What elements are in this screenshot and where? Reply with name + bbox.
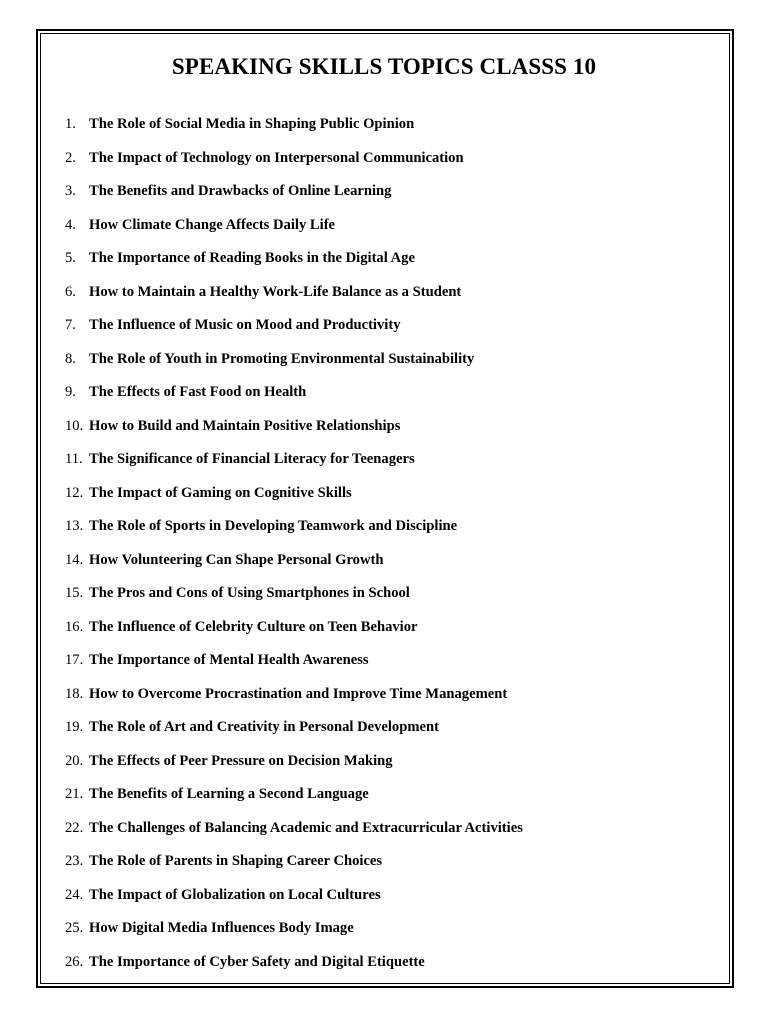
list-item bbox=[65, 884, 523, 918]
list-item bbox=[65, 917, 523, 951]
topic-text: How Volunteering Can Shape Personal Growth bbox=[89, 551, 384, 568]
topic-text: The Role of Art and Creativity in Personal Development bbox=[89, 719, 439, 735]
list-item bbox=[65, 716, 523, 750]
list-item bbox=[65, 314, 523, 348]
topic-text: The Role of Parents in Shaping Career Choices bbox=[89, 853, 383, 869]
topic-number: 21. bbox=[65, 786, 84, 802]
topic-number: 17. bbox=[65, 652, 84, 668]
topic-number: 13. bbox=[65, 518, 84, 534]
topic-number: 4. bbox=[65, 216, 76, 233]
topic-text: The Benefits and Drawbacks of Online Learning bbox=[89, 183, 392, 199]
list-item bbox=[65, 214, 523, 248]
topic-number: 19. bbox=[65, 719, 84, 735]
topic-text: The Role of Social Media in Shaping Public Opinion bbox=[89, 116, 415, 132]
topic-number: 3. bbox=[65, 183, 76, 199]
list-item bbox=[65, 147, 523, 181]
list-item bbox=[65, 482, 523, 516]
topic-number: 9. bbox=[65, 384, 76, 400]
topic-text: How Climate Change Affects Daily Life bbox=[89, 216, 336, 233]
topic-number: 14. bbox=[65, 551, 84, 568]
topic-text: How to Overcome Procrastination and Improve Time Management bbox=[89, 685, 508, 702]
topic-text: The Effects of Fast Food on Health bbox=[89, 384, 307, 400]
topic-number: 18. bbox=[65, 685, 84, 702]
list-item bbox=[65, 649, 523, 683]
topic-number: 25. bbox=[65, 920, 84, 936]
topic-text: The Influence of Celebrity Culture on Teen Behavior bbox=[89, 618, 418, 635]
list-item bbox=[65, 683, 523, 717]
topic-number: 16. bbox=[65, 618, 84, 635]
topic-text: The Effects of Peer Pressure on Decision Making bbox=[89, 752, 393, 769]
topic-number: 23. bbox=[65, 853, 84, 869]
topic-text: How to Maintain a Healthy Work-Life Balance as a Student bbox=[89, 283, 462, 300]
topic-number: 5. bbox=[65, 250, 76, 266]
topic-text: The Impact of Globalization on Local Cultures bbox=[89, 886, 381, 903]
topic-number: 2. bbox=[65, 149, 76, 166]
topic-number: 6. bbox=[65, 283, 76, 300]
list-item bbox=[65, 247, 523, 281]
topic-number: 24. bbox=[65, 886, 84, 903]
page-title: SPEAKING SKILLS TOPICS CLASSS 10 bbox=[171, 54, 597, 79]
topic-text: The Challenges of Balancing Academic and Extracurricular Activities bbox=[89, 819, 523, 836]
topic-number: 11. bbox=[65, 451, 83, 467]
list-item bbox=[65, 415, 523, 449]
list-item bbox=[65, 281, 523, 315]
list-item bbox=[65, 549, 523, 583]
topic-number: 12. bbox=[65, 484, 84, 501]
list-item bbox=[65, 448, 523, 482]
list-item bbox=[65, 817, 523, 851]
list-item bbox=[65, 850, 523, 884]
topic-text: The Importance of Cyber Safety and Digital Etiquette bbox=[89, 953, 425, 970]
topic-text: The Significance of Financial Literacy for Teenagers bbox=[89, 451, 415, 467]
list-item bbox=[65, 348, 523, 382]
topic-text: How Digital Media Influences Body Image bbox=[89, 920, 354, 936]
list-item bbox=[65, 783, 523, 817]
topic-text: The Impact of Gaming on Cognitive Skills bbox=[89, 484, 352, 501]
topic-number: 26. bbox=[65, 953, 84, 970]
topic-number: 20. bbox=[65, 752, 84, 769]
topic-text: The Benefits of Learning a Second Language bbox=[89, 786, 369, 802]
topic-number: 22. bbox=[65, 819, 84, 836]
topic-text: The Importance of Reading Books in the Digital Age bbox=[89, 250, 415, 266]
topic-text: The Importance of Mental Health Awareness bbox=[89, 652, 369, 668]
topic-text: The Impact of Technology on Interpersonal Communication bbox=[89, 149, 464, 166]
list-item bbox=[65, 616, 523, 650]
topic-text: The Role of Youth in Promoting Environmental Sustainability bbox=[89, 350, 475, 367]
topic-text: How to Build and Maintain Positive Relationships bbox=[89, 417, 401, 434]
topic-number: 8. bbox=[65, 350, 76, 367]
list-item bbox=[65, 381, 523, 415]
list-item bbox=[65, 113, 523, 147]
topic-list bbox=[65, 113, 523, 984]
list-item bbox=[65, 515, 523, 549]
topic-number: 1. bbox=[65, 116, 76, 132]
topic-text: The Role of Sports in Developing Teamwork and Discipline bbox=[89, 518, 458, 534]
list-item bbox=[65, 750, 523, 784]
topic-number: 10. bbox=[65, 417, 84, 434]
topic-text: The Influence of Music on Mood and Productivity bbox=[89, 317, 401, 333]
list-item bbox=[65, 180, 523, 214]
topic-text: The Pros and Cons of Using Smartphones in School bbox=[89, 585, 410, 601]
topic-number: 7. bbox=[65, 317, 76, 333]
list-item bbox=[65, 951, 523, 985]
list-item bbox=[65, 582, 523, 616]
topic-number: 15. bbox=[65, 585, 84, 601]
